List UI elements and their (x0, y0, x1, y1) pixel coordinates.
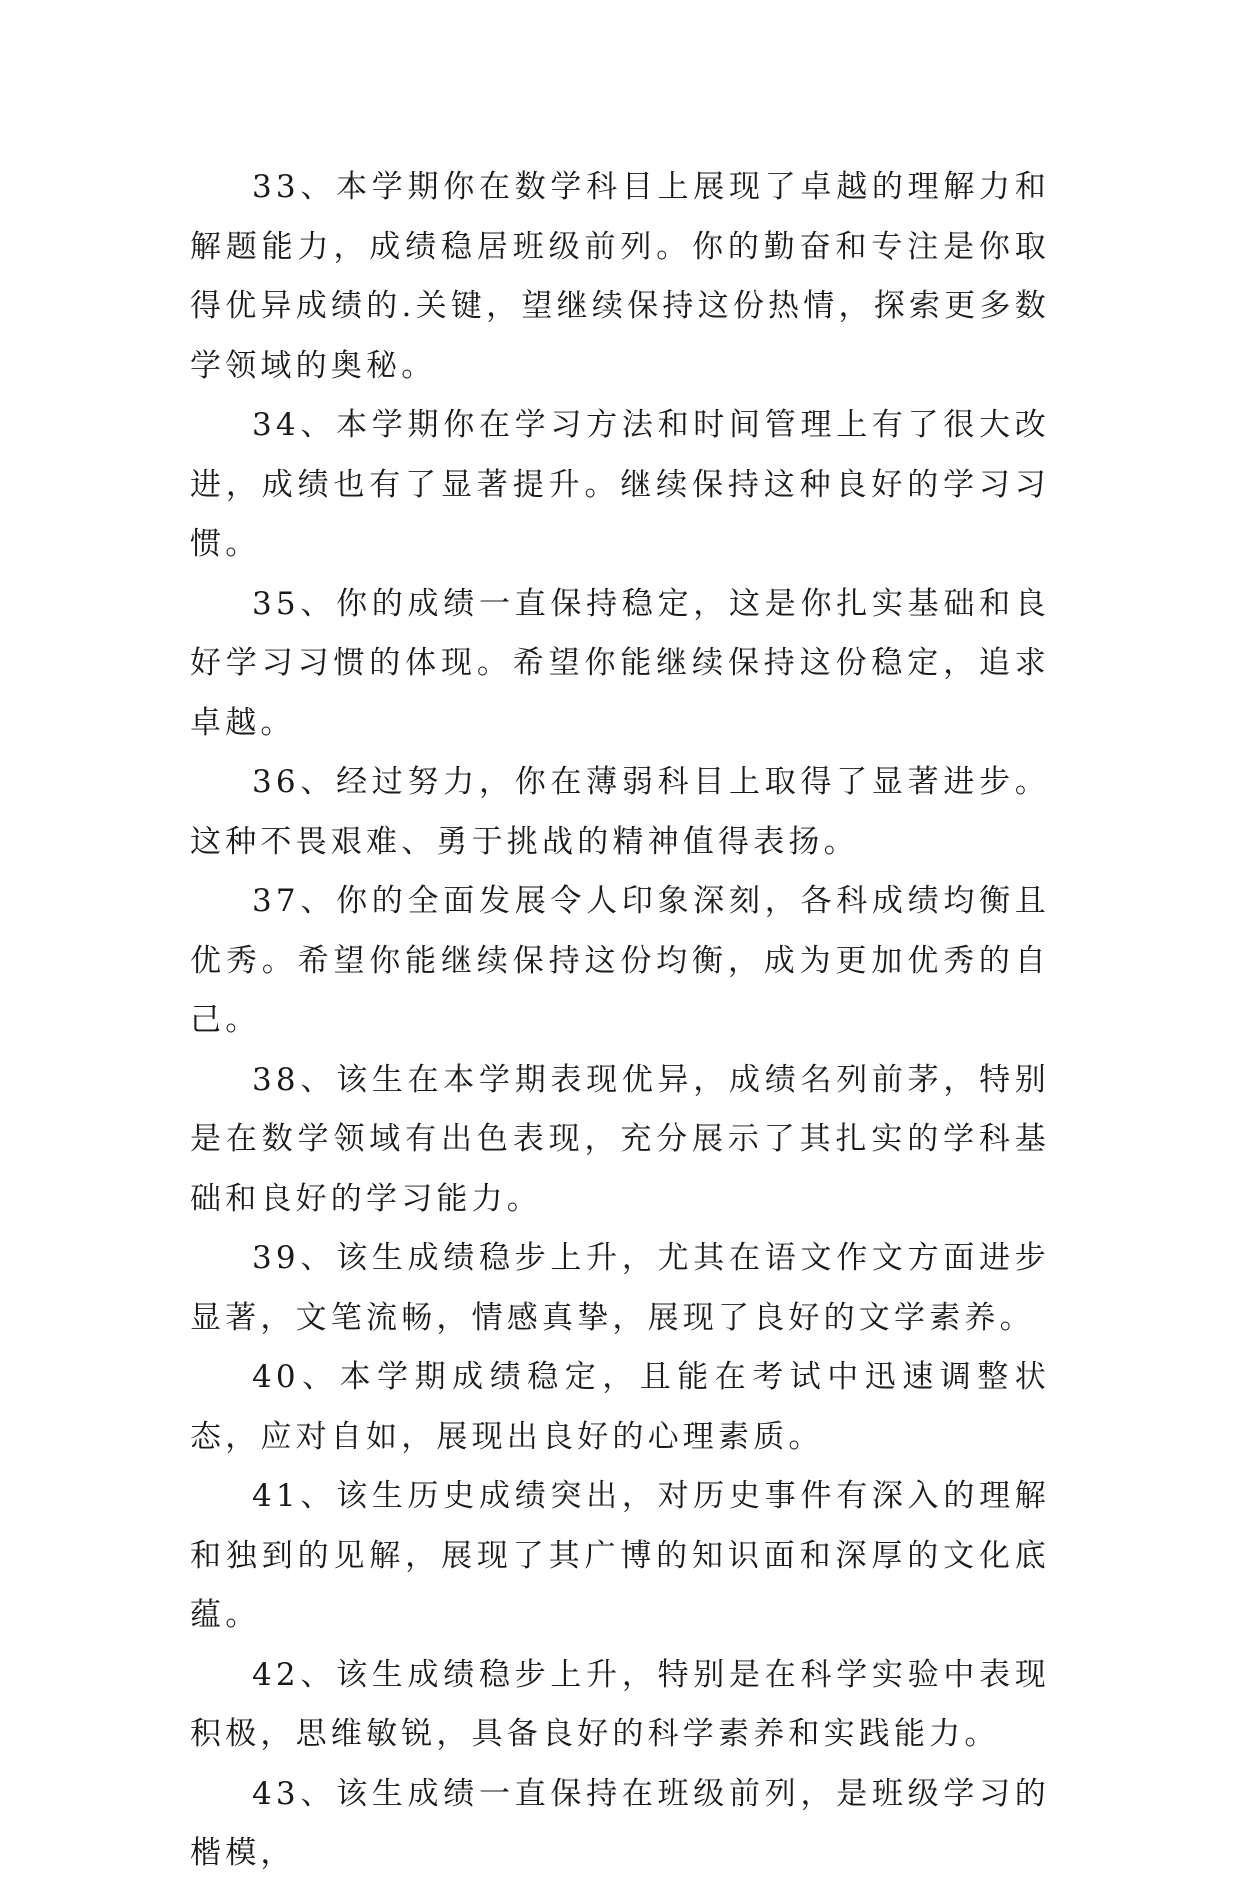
paragraph-34: 34、本学期你在学习方法和时间管理上有了很大改进，成绩也有了显著提升。继续保持这种良好的学习习惯。 (190, 407, 1050, 562)
paragraph-42: 42、该生成绩稳步上升，特别是在科学实验中表现积极，思维敏锐，具备良好的科学素养和实践能力。 (190, 1656, 1050, 1752)
paragraph-33: 33、本学期你在数学科目上展现了卓越的理解力和解题能力，成绩稳居班级前列。你的勤奋和专注是你取得优异成绩的.关键，望继续保持这份热情，探索更多数学领域的奥秘。 (190, 169, 1050, 384)
paragraph-43: 43、该生成绩一直保持在班级前列，是班级学习的楷模， (190, 1775, 1050, 1871)
paragraph-37: 37、你的全面发展令人印象深刻，各科成绩均衡且优秀。希望你能继续保持这份均衡，成为更加优秀的自己。 (190, 883, 1050, 1038)
paragraph-36: 36、经过努力，你在薄弱科目上取得了显著进步。这种不畏艰难、勇于挑战的精神值得表扬。 (190, 764, 1050, 860)
document-body (190, 158, 1050, 1884)
paragraph-35: 35、你的成绩一直保持稳定，这是你扎实基础和良好学习习惯的体现。希望你能继续保持这份稳定，追求卓越。 (190, 585, 1050, 741)
paragraph-39: 39、该生成绩稳步上升，尤其在语文作文方面进步显著，文笔流畅，情感真挚，展现了良好的文学素养。 (190, 1240, 1050, 1336)
paragraph-38: 38、该生在本学期表现优异，成绩名列前茅，特别是在数学领域有出色表现，充分展示了其扎实的学科基础和良好的学习能力。 (190, 1061, 1050, 1217)
paragraph-40: 40、本学期成绩稳定，且能在考试中迅速调整状态，应对自如，展现出良好的心理素质。 (190, 1359, 1050, 1455)
paragraph-41: 41、该生历史成绩突出，对历史事件有深入的理解和独到的见解，展现了其广博的知识面和深厚的文化底蕴。 (190, 1478, 1050, 1633)
